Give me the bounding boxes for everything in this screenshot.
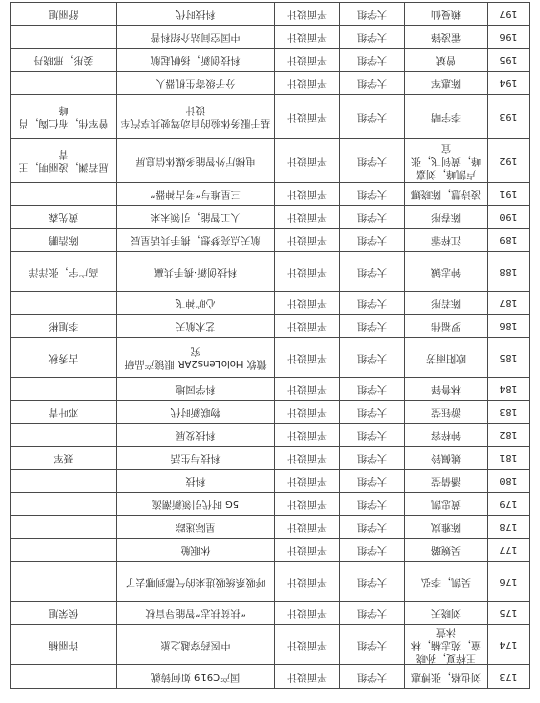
- category-cell: 平面设计: [275, 493, 340, 516]
- entry-number-cell: 176: [488, 562, 530, 602]
- work-title-cell: 科技: [117, 470, 275, 493]
- table-row: [11, 3, 530, 26]
- entry-number-cell: 196: [488, 26, 530, 49]
- entry-number-cell: 188: [488, 252, 530, 292]
- author-cell: 钟志铖: [405, 252, 488, 292]
- author-cell: 江梓霏: [405, 229, 488, 252]
- entry-number-cell: 179: [488, 493, 530, 516]
- author-cell: 吴婉璐: [405, 539, 488, 562]
- category-cell: 平面设计: [275, 625, 340, 665]
- author-cell: 刘也格，张博惠: [405, 665, 488, 689]
- table-row: [11, 229, 530, 252]
- author-cell: 凌诗慧，陈晓娜: [405, 183, 488, 206]
- level-cell: 大学组: [340, 602, 405, 625]
- level-cell: 大学组: [340, 26, 405, 49]
- entry-number-cell: 175: [488, 602, 530, 625]
- table-row: [11, 49, 530, 72]
- advisor-cell: [11, 26, 117, 49]
- level-cell: 大学组: [340, 447, 405, 470]
- author-cell: 钟梓容: [405, 424, 488, 447]
- author-cell: 游钰莹: [405, 401, 488, 424]
- level-cell: 大学组: [340, 470, 405, 493]
- entry-number-cell: 191: [488, 183, 530, 206]
- category-cell: 平面设计: [275, 401, 340, 424]
- entry-number-cell: 192: [488, 139, 530, 183]
- category-cell: 平面设计: [275, 292, 340, 315]
- category-cell: 平面设计: [275, 183, 340, 206]
- advisor-cell: [11, 516, 117, 539]
- table-row: [11, 602, 530, 625]
- advisor-cell: 古秀秋: [11, 338, 117, 378]
- category-cell: 平面设计: [275, 424, 340, 447]
- work-title-cell: 休眠舱: [117, 539, 275, 562]
- advisor-cell: [11, 424, 117, 447]
- advisor-cell: 聂军: [11, 447, 117, 470]
- category-cell: 平面设计: [275, 252, 340, 292]
- level-cell: 大学组: [340, 183, 405, 206]
- advisor-cell: [11, 539, 117, 562]
- category-cell: 平面设计: [275, 95, 340, 139]
- table-row: [11, 562, 530, 602]
- advisor-cell: 屈若渊，凌丽明，王青: [11, 139, 117, 183]
- work-title-cell: 分子级寄生机器人: [117, 72, 275, 95]
- level-cell: 大学组: [340, 139, 405, 183]
- author-cell: 陈雅岚: [405, 516, 488, 539]
- category-cell: 平面设计: [275, 206, 340, 229]
- level-cell: 大学组: [340, 95, 405, 139]
- entry-number-cell: 182: [488, 424, 530, 447]
- author-cell: 陈惠军: [405, 72, 488, 95]
- category-cell: 平面设计: [275, 539, 340, 562]
- author-cell: 潘倩莹: [405, 470, 488, 493]
- level-cell: 大学组: [340, 315, 405, 338]
- table-row: [11, 539, 530, 562]
- level-cell: 大学组: [340, 424, 405, 447]
- entry-number-cell: 190: [488, 206, 530, 229]
- category-cell: 平面设计: [275, 72, 340, 95]
- author-cell: 霍凌锋: [405, 26, 488, 49]
- entry-number-cell: 180: [488, 470, 530, 493]
- author-cell: 黄忠凯: [405, 493, 488, 516]
- entry-number-cell: 174: [488, 625, 530, 665]
- category-cell: 平面设计: [275, 447, 340, 470]
- table-row: [11, 447, 530, 470]
- table-row: [11, 252, 530, 292]
- level-cell: 大学组: [340, 401, 405, 424]
- table-row: [11, 424, 530, 447]
- entry-number-cell: 178: [488, 516, 530, 539]
- work-title-cell: 基于服务体验的自动驾驶共享汽车设计: [117, 95, 275, 139]
- entry-number-cell: 186: [488, 315, 530, 338]
- author-cell: 吴凯，李弘: [405, 562, 488, 602]
- table-row: [11, 493, 530, 516]
- level-cell: 大学组: [340, 3, 405, 26]
- entry-number-cell: 177: [488, 539, 530, 562]
- work-title-cell: 微软 HoloLens2AR 眼镜产品研究: [117, 338, 275, 378]
- level-cell: 大学组: [340, 665, 405, 689]
- entry-number-cell: 189: [488, 229, 530, 252]
- table-row: [11, 139, 530, 183]
- entry-number-cell: 187: [488, 292, 530, 315]
- author-cell: 姚佩铃: [405, 447, 488, 470]
- category-cell: 平面设计: [275, 139, 340, 183]
- level-cell: 大学组: [340, 625, 405, 665]
- category-cell: 平面设计: [275, 602, 340, 625]
- table-row: [11, 470, 530, 493]
- author-cell: 罗福伟: [405, 315, 488, 338]
- entry-number-cell: 195: [488, 49, 530, 72]
- table-row: [11, 26, 530, 49]
- category-cell: 平面设计: [275, 470, 340, 493]
- work-title-cell: 国产C919 如何铸就: [117, 665, 275, 689]
- table-row: [11, 206, 530, 229]
- entry-number-cell: 183: [488, 401, 530, 424]
- table-row: [11, 338, 530, 378]
- table-row: [11, 183, 530, 206]
- level-cell: 大学组: [340, 252, 405, 292]
- table-row: [11, 516, 530, 539]
- advisor-cell: [11, 292, 117, 315]
- table-row: [11, 292, 530, 315]
- category-cell: 平面设计: [275, 49, 340, 72]
- advisor-cell: [11, 470, 117, 493]
- table-row: [11, 72, 530, 95]
- level-cell: 大学组: [340, 539, 405, 562]
- work-title-cell: “扶贫扶志”智能导盲杖: [117, 602, 275, 625]
- level-cell: 大学组: [340, 378, 405, 401]
- table-row: [11, 315, 530, 338]
- work-title-cell: 科技与生活: [117, 447, 275, 470]
- advisor-cell: [11, 665, 117, 689]
- category-cell: 平面设计: [275, 229, 340, 252]
- level-cell: 大学组: [340, 338, 405, 378]
- author-cell: 刘晓天: [405, 602, 488, 625]
- work-title-cell: 科技创新·携手共赢: [117, 252, 275, 292]
- category-cell: 平面设计: [275, 315, 340, 338]
- category-cell: 平面设计: [275, 3, 340, 26]
- category-cell: 平面设计: [275, 378, 340, 401]
- work-title-cell: 电梯厅外智能多媒体信息屏: [117, 139, 275, 183]
- award-list-table: [10, 2, 530, 689]
- category-cell: 平面设计: [275, 665, 340, 689]
- category-cell: 平面设计: [275, 562, 340, 602]
- advisor-cell: [11, 562, 117, 602]
- work-title-cell: 艺术航天: [117, 315, 275, 338]
- work-title-cell: 中国空间站介绍科普: [117, 26, 275, 49]
- advisor-cell: 舒丽旭: [11, 3, 117, 26]
- work-title-cell: 中医药穿越之旅: [117, 625, 275, 665]
- work-title-cell: 航天点亮梦想，携手共话星辰: [117, 229, 275, 252]
- table-row: [11, 665, 530, 689]
- work-title-cell: 科技发展: [117, 424, 275, 447]
- table-row: [11, 95, 530, 139]
- table-row: [11, 625, 530, 665]
- author-cell: 王梓夏，孙晓童，苑志楠，林沐萱: [405, 625, 488, 665]
- work-title-cell: 物联新时代: [117, 401, 275, 424]
- work-title-cell: 呼吸系统吸进来的气都到哪去了: [117, 562, 275, 602]
- work-title-cell: 星际迷踪: [117, 516, 275, 539]
- entry-number-cell: 173: [488, 665, 530, 689]
- level-cell: 大学组: [340, 493, 405, 516]
- advisor-cell: 姜彤，邢晓丹: [11, 49, 117, 72]
- advisor-cell: 李旭彬: [11, 315, 117, 338]
- entry-number-cell: 194: [488, 72, 530, 95]
- table-row: [11, 378, 530, 401]
- advisor-cell: 曾军伟，布仁陶，肖峰: [11, 95, 117, 139]
- advisor-cell: [11, 183, 117, 206]
- advisor-cell: 黄先森: [11, 206, 117, 229]
- author-cell: 陈春彤: [405, 206, 488, 229]
- table-row: [11, 401, 530, 424]
- level-cell: 大学组: [340, 229, 405, 252]
- entry-number-cell: 193: [488, 95, 530, 139]
- entry-number-cell: 184: [488, 378, 530, 401]
- advisor-cell: 侯荣旭: [11, 602, 117, 625]
- work-title-cell: 人工智能，引领未来: [117, 206, 275, 229]
- work-title-cell: 5G 时代引领新潮流: [117, 493, 275, 516]
- author-cell: 陈若彤: [405, 292, 488, 315]
- advisor-cell: [11, 378, 117, 401]
- entry-number-cell: 185: [488, 338, 530, 378]
- author-cell: 赖曼仙: [405, 3, 488, 26]
- level-cell: 大学组: [340, 206, 405, 229]
- work-title-cell: 科技创新，扬帆起航: [117, 49, 275, 72]
- work-title-cell: 科技时代: [117, 3, 275, 26]
- author-cell: 李宇晴: [405, 95, 488, 139]
- author-cell: 卢凯峰，刘嘉峰，黄钊飞，张宜: [405, 139, 488, 183]
- advisor-cell: 许丽楠: [11, 625, 117, 665]
- category-cell: 平面设计: [275, 516, 340, 539]
- advisor-cell: 高广宇，张洋洋: [11, 252, 117, 292]
- advisor-cell: [11, 72, 117, 95]
- advisor-cell: [11, 493, 117, 516]
- level-cell: 大学组: [340, 562, 405, 602]
- level-cell: 大学组: [340, 292, 405, 315]
- work-title-cell: 心旷神飞: [117, 292, 275, 315]
- advisor-cell: 邓叶青: [11, 401, 117, 424]
- table-body: [11, 3, 530, 689]
- work-title-cell: 科学园地: [117, 378, 275, 401]
- author-cell: 曾斌: [405, 49, 488, 72]
- author-cell: 林鲁铎: [405, 378, 488, 401]
- category-cell: 平面设计: [275, 338, 340, 378]
- level-cell: 大学组: [340, 49, 405, 72]
- entry-number-cell: 181: [488, 447, 530, 470]
- work-title-cell: 三星堆与“考古神器”: [117, 183, 275, 206]
- level-cell: 大学组: [340, 516, 405, 539]
- level-cell: 大学组: [340, 72, 405, 95]
- author-cell: 欧阳雨芳: [405, 338, 488, 378]
- entry-number-cell: 197: [488, 3, 530, 26]
- advisor-cell: 陈浩鹏: [11, 229, 117, 252]
- category-cell: 平面设计: [275, 26, 340, 49]
